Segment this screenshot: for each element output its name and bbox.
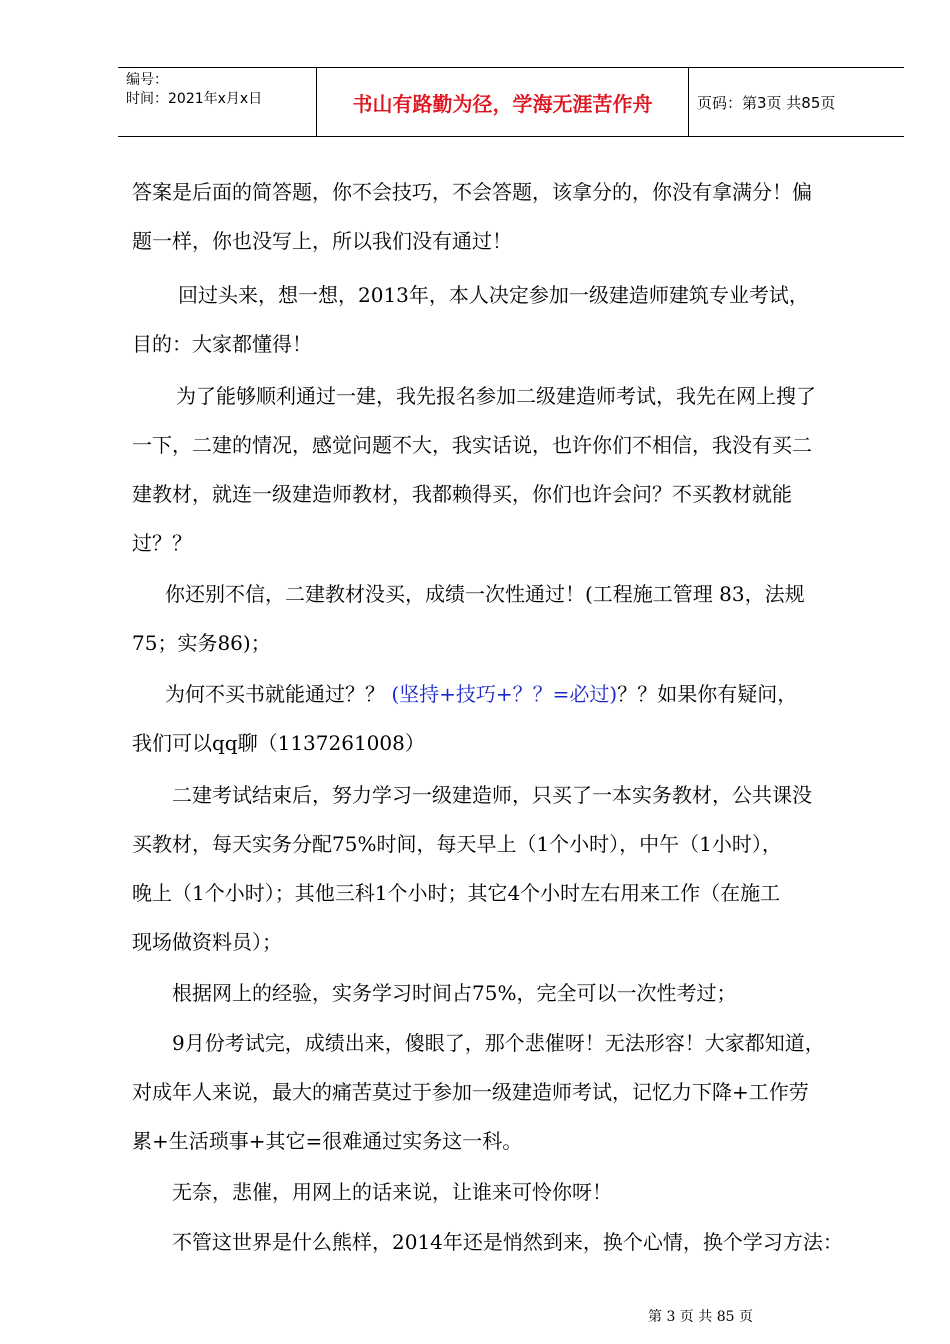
body-line-segment: ？？如果你有疑问， [617,682,798,706]
header-page-cell [689,68,904,136]
body-line: 晚上（1个小时）；其他三科1个小时；其它4个小时左右用来工作（在施工 [132,881,781,905]
body-line: 建教材，就连一级建造师教材，我都赖得买，你们也许会问？不买教材就能 [132,482,792,506]
body-line: 累+生活琐事+其它=很难通过实务这一科。 [132,1129,523,1153]
body-line: 你还别不信，二建教材没买，成绩一次性通过！(工程施工管理 83，法规 [165,582,805,606]
header-meta-cell [118,68,317,136]
body-line-segment: 为何不买书就能通过？？ [165,682,392,706]
highlighted-formula: (坚持+技巧+？？=必过) [391,682,618,706]
body-line [165,670,940,719]
body-line: 回过头来，想一想，2013年，本人决定参加一级建造师建筑专业考试， [178,283,809,307]
body-line: 不管这世界是什么熊样，2014年还是悄然到来，换个心情，换个学习方法： [172,1230,843,1254]
header-motto-cell [317,68,689,136]
body-line: 9月份考试完，成绩出来，傻眼了，那个悲催呀！无法形容！大家都知道， [172,1031,825,1055]
body-line: 为了能够顺利通过一建，我先报名参加二级建造师考试，我先在网上搜了 [176,384,816,408]
page-header [118,67,904,137]
body-line: 根据网上的经验，实务学习时间占75%，完全可以一次性考过； [172,981,737,1005]
body-line: 买教材，每天实务分配75%时间，每天早上（1个小时），中午（1小时）， [132,832,782,856]
body-line: 现场做资料员）； [132,930,282,954]
body-line: 题一样，你也没写上，所以我们没有通过！ [132,229,512,253]
body-line: 过？？ [132,531,192,555]
body-line: 一下，二建的情况，感觉问题不大，我实话说，也许你们不相信，我没有买二 [132,433,812,457]
body-line: 目的：大家都懂得！ [132,332,312,356]
header-motto: 书山有路勤为径，学海无涯苦作舟 [352,91,653,116]
page-footer: 第 3 页 共 85 页 [648,1309,753,1325]
body-line: 我们可以qq聊（1137261008） [132,731,425,755]
doc-number-label: 编号： [126,72,168,88]
body-line: 对成年人来说，最大的痛苦莫过于参加一级建造师考试，记忆力下降+工作劳 [132,1080,809,1104]
body-line: 75；实务86)； [132,631,271,655]
doc-date-label: 时间：2021年x月x日 [126,91,263,107]
body-line: 答案是后面的简答题，你不会技巧，不会答题，该拿分的，你没有拿满分！偏 [132,180,812,204]
body-line: 无奈，悲催，用网上的话来说，让谁来可怜你呀！ [172,1180,612,1204]
header-page-code: 页码：第3页 共85页 [697,93,836,112]
body-line: 二建考试结束后，努力学习一级建造师，只买了一本实务教材，公共课没 [172,783,812,807]
